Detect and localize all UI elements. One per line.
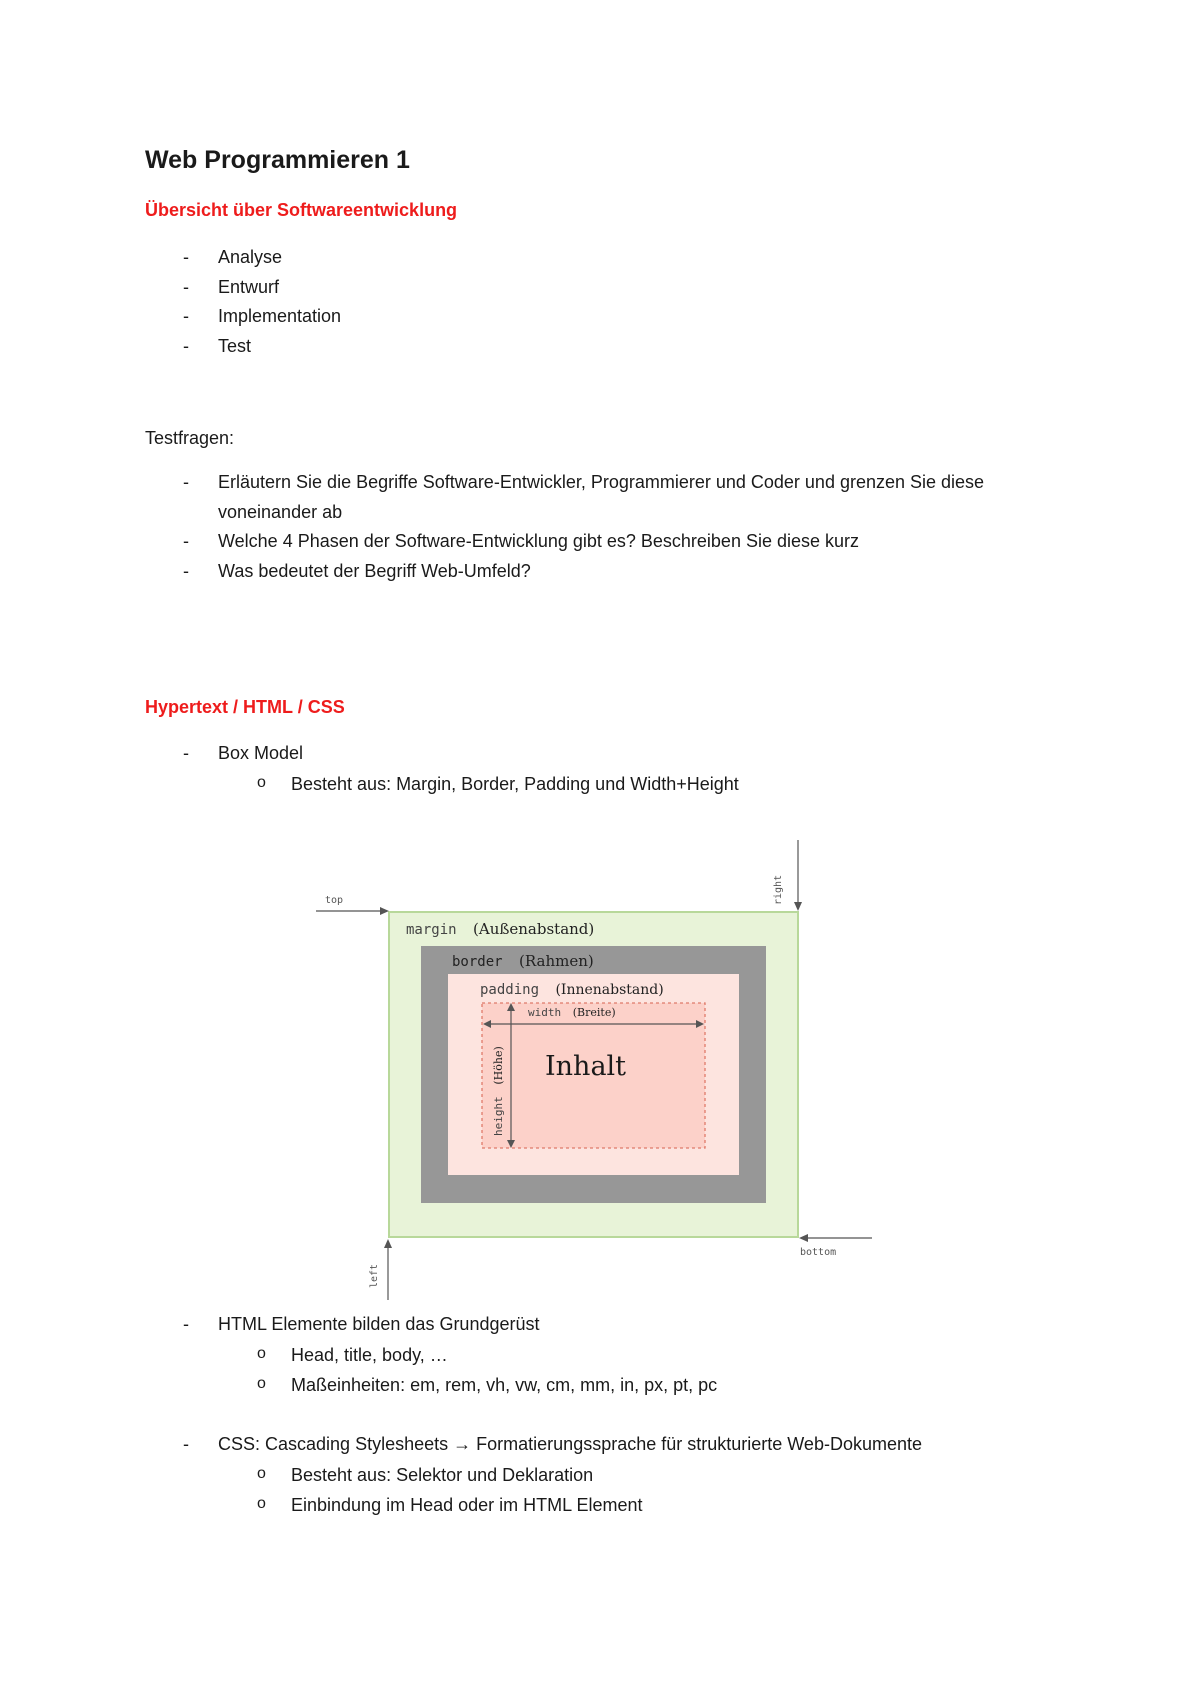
list-item [0,1310,1058,1400]
list-item [0,739,1058,799]
phases-list [0,243,1200,361]
css-label-start: CSS: Cascading Stylesheets [218,1434,449,1454]
left-label: left [369,1263,380,1288]
border-text: (Rahmen) [519,952,594,970]
border-code: border [452,954,503,970]
box-model-sublist [218,769,1058,799]
padding-text: (Innenabstand) [555,982,664,998]
sub-list-item: o Besteht aus: Margin, Border, Padding und Width+Height [218,769,1058,799]
css-label-end: Formatierungssprache für strukturierte Web-Dokumente [476,1434,922,1454]
border-label [452,952,594,970]
sub-list-item: o Head, title, body, … [218,1340,1058,1370]
html-elements-list [0,1310,1200,1400]
width-text: (Breite) [572,1006,616,1019]
testfragen-label: Testfragen: [145,428,235,448]
right-arrowhead [794,902,802,911]
margin-text: (Außenabstand) [473,920,595,938]
right-label: right [773,874,784,905]
sub-list-item: o Einbindung im Head oder im HTML Element [218,1490,1058,1520]
height-text: (Höhe) [492,1046,505,1085]
list-item: - Implementation [0,302,1058,332]
questions-list [0,468,1200,586]
html-elements-sublist [218,1340,1058,1400]
margin-label [406,920,594,938]
list-item: - Analyse [0,243,1058,273]
css-list [0,1430,1200,1520]
css-sublist [218,1460,1058,1520]
padding-label [480,982,664,998]
width-label [528,1006,616,1019]
list-item: - Erläutern Sie die Begriffe Software-Entwickler, Programmierer und Coder und grenzen Sie diese voneinander ab [0,468,1058,527]
top-label: top [325,895,344,906]
list-item: - Welche 4 Phasen der Software-Entwicklung gibt es? Beschreiben Sie diese kurz [0,527,1058,557]
padding-code: padding [480,982,540,998]
box-model-label: Box Model [218,743,304,763]
bottom-label: bottom [800,1247,837,1258]
content-label: Inhalt [545,1051,627,1082]
width-code: width [528,1006,562,1019]
arrow-right-icon: → [453,1434,472,1454]
list-item: - Test [0,332,1058,362]
height-label [492,1046,505,1136]
sub-list-item: o Maßeinheiten: em, rem, vh, vw, cm, mm, in, px, pt, pc [218,1370,1058,1400]
box-model-list [0,739,1200,799]
html-elements-label: HTML Elemente bilden das Grundgerüst [218,1314,540,1334]
margin-code: margin [406,922,457,938]
page-title: Web Programmieren 1 [145,146,410,174]
box-model-diagram [300,830,880,1300]
sub-list-item: o Besteht aus: Selektor und Deklaration [218,1460,1058,1490]
bottom-arrowhead [799,1234,808,1242]
height-code: height [492,1096,505,1136]
list-item [0,1430,1058,1520]
section-heading-html-css: Hypertext / HTML / CSS [145,697,345,717]
list-item: - Entwurf [0,273,1058,303]
left-arrowhead [384,1239,392,1248]
section-heading-software: Übersicht über Softwareentwicklung [145,200,458,220]
list-item: - Was bedeutet der Begriff Web-Umfeld? [0,557,1058,587]
top-arrowhead [380,907,389,915]
